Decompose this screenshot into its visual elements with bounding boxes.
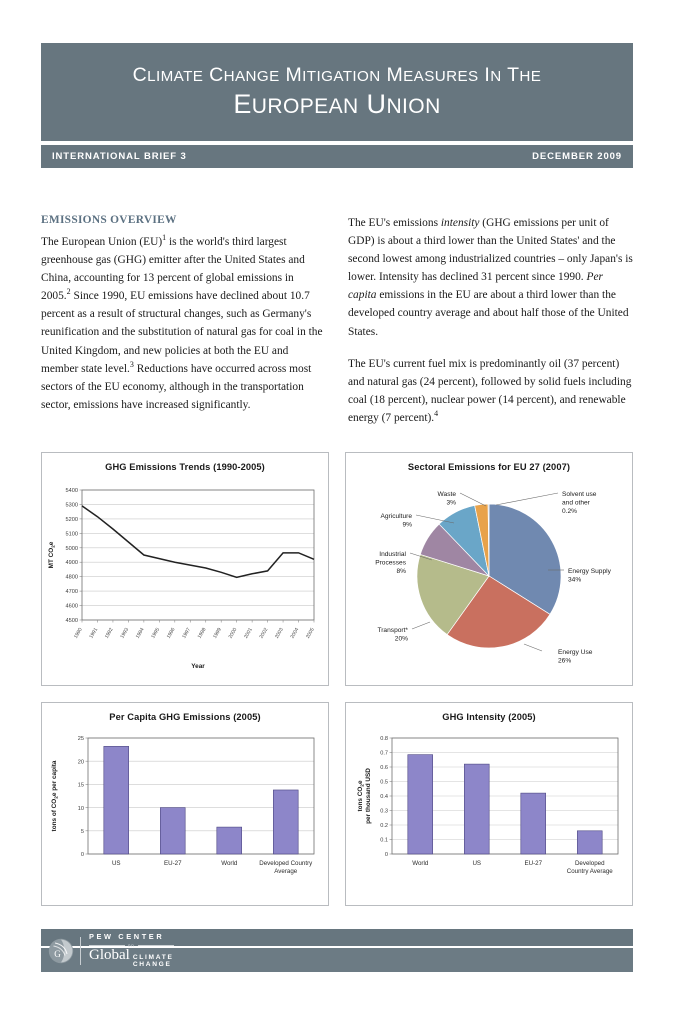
body-columns (41, 214, 633, 441)
logo-rule-left (89, 945, 125, 946)
svg-text:1996: 1996 (165, 627, 177, 640)
svg-text:2003: 2003 (274, 627, 285, 640)
svg-text:20%: 20% (394, 635, 408, 643)
pie-chart-sectoral-emissions (346, 472, 632, 679)
svg-text:1992: 1992 (103, 627, 115, 640)
svg-text:0.7: 0.7 (380, 750, 388, 757)
svg-text:1994: 1994 (134, 627, 146, 640)
svg-text:1995: 1995 (150, 627, 162, 640)
svg-text:1993: 1993 (119, 627, 131, 640)
right-column (348, 214, 633, 441)
svg-text:0.3: 0.3 (380, 808, 388, 815)
svg-text:US: US (111, 860, 121, 867)
svg-text:4600: 4600 (65, 603, 78, 610)
svg-text:8%: 8% (396, 568, 406, 576)
logo-pew-center-text: PEW CENTER (89, 931, 165, 941)
svg-text:and other: and other (562, 499, 590, 507)
svg-text:2002: 2002 (258, 627, 270, 640)
svg-text:25: 25 (77, 736, 84, 743)
svg-text:26%: 26% (558, 657, 572, 665)
svg-text:Agriculture: Agriculture (380, 513, 412, 520)
pew-globe-icon (48, 938, 74, 964)
svg-text:5000: 5000 (65, 545, 78, 552)
svg-text:EU-27: EU-27 (163, 860, 182, 867)
logo-rule-right (138, 945, 174, 946)
svg-text:4900: 4900 (65, 560, 78, 567)
svg-text:4500: 4500 (65, 618, 78, 624)
svg-text:4800: 4800 (65, 574, 78, 581)
svg-text:MT CO2e: MT $CO_2e$ (48, 541, 56, 569)
logo-global-text: Global (89, 946, 130, 963)
chart-panel-sectoral-emissions (345, 452, 633, 686)
svg-text:10: 10 (77, 805, 84, 812)
svg-text:34%: 34% (568, 576, 582, 584)
title-line-2-text: EUROPEAN UNION (233, 88, 441, 119)
svg-text:0.2%: 0.2% (562, 508, 578, 516)
svg-text:0.2: 0.2 (380, 823, 388, 830)
bar-chart-per-capita-emissions (42, 722, 328, 898)
logo-global-climate-change (89, 948, 174, 970)
svg-text:Year: Year (191, 663, 205, 670)
svg-text:Solvent use: Solvent use (562, 491, 597, 498)
emissions-overview-paragraph: The European Union (EU)$^1$ is the world's third largest greenhouse gas (GHG) emitter after the United States and China, accounting for 13 percent of global emissions in 2005.$^2$ Since 1990, EU emissions have declined about 10.7 percent as a result of structural changes, such as Germany's reunification and the substitution of natural gas for coal in the United Kingdom, and new policies at both the EU and member state level.$^3$ Reductions have occurred across most sectors of the EU economy, although in the transportation sector, emissions have increased significantly. (41, 233, 323, 411)
svg-text:1991: 1991 (88, 627, 100, 640)
left-column (41, 214, 326, 441)
chart-panel-ghg-emissions-trends (41, 452, 329, 686)
brief-date-label: DECEMBER 2009 (532, 151, 622, 162)
brief-metadata-bar (41, 145, 633, 168)
svg-text:World: World (221, 860, 238, 867)
logo-wordmark (89, 933, 174, 969)
svg-text:0.4: 0.4 (380, 794, 388, 801)
svg-text:tons CO2eper thousand USD: tons $CO_2eper$ thousand USD (357, 768, 372, 824)
svg-text:1990: 1990 (72, 627, 84, 640)
chart-panel-ghg-intensity (345, 702, 633, 906)
svg-text:EU-27: EU-27 (524, 860, 543, 867)
svg-text:1998: 1998 (196, 627, 208, 640)
svg-text:0.6: 0.6 (380, 765, 388, 772)
svg-text:1997: 1997 (181, 627, 192, 640)
chart-panel-per-capita-emissions (41, 702, 329, 906)
svg-text:G: G (54, 949, 61, 960)
svg-text:Industrial: Industrial (379, 551, 406, 558)
pew-center-logo (48, 931, 248, 971)
svg-text:Developed Country: Developed Country (259, 860, 313, 867)
svg-text:2005: 2005 (304, 627, 316, 640)
svg-text:15: 15 (77, 782, 84, 789)
svg-text:Processes: Processes (375, 559, 406, 567)
svg-text:World: World (412, 860, 429, 867)
page-title: EMISSIONS OVERVIEW (41, 214, 177, 226)
bar-chart-ghg-intensity (346, 722, 632, 898)
svg-text:5200: 5200 (65, 516, 78, 523)
svg-text:5300: 5300 (65, 502, 78, 509)
document-title-line-2 (233, 90, 440, 119)
logo-climate-change-stack (133, 954, 174, 970)
chart-title-sectoral-emissions: Sectoral Emissions for EU 27 (2007) (407, 462, 571, 472)
svg-text:2000: 2000 (227, 627, 239, 640)
svg-text:20: 20 (77, 759, 84, 766)
fuel-mix-paragraph: The EU's current fuel mix is predominantly oil (37 percent) and natural gas (24 percent), followed by solid fuels including coal (18 percent), nuclear power (14 percent), and renewable energy (7 percent).$^4$ (348, 357, 632, 424)
svg-text:US: US (472, 860, 482, 867)
svg-text:3%: 3% (446, 499, 456, 507)
svg-text:Transport*: Transport* (377, 627, 408, 634)
svg-text:0: 0 (80, 852, 84, 859)
svg-text:0: 0 (384, 852, 388, 859)
svg-text:Average: Average (274, 868, 298, 876)
chart-title-ghg-emissions-trends: GHG Emissions Trends (1990-2005) (105, 462, 265, 472)
svg-text:Developed: Developed (574, 860, 605, 867)
svg-text:5400: 5400 (65, 488, 78, 494)
title-line-1-text: CLIMATE CHANGE MITIGATION MEASURES IN THE (132, 63, 542, 86)
brief-number-label: INTERNATIONAL BRIEF 3 (52, 151, 187, 162)
svg-text:5: 5 (80, 829, 84, 835)
svg-text:0.8: 0.8 (380, 736, 388, 743)
document-header-banner (41, 43, 633, 141)
svg-text:9%: 9% (402, 521, 412, 529)
line-chart-ghg-emissions-trends (42, 472, 328, 677)
svg-text:1999: 1999 (212, 627, 223, 640)
svg-text:2004: 2004 (289, 627, 301, 640)
document-title-line-1 (133, 65, 542, 86)
svg-text:tons of CO2e per capita: tons of $CO_2e$ per capita (51, 760, 60, 832)
svg-text:0.5: 0.5 (380, 779, 388, 786)
logo-divider (80, 937, 81, 965)
svg-text:0.1: 0.1 (380, 837, 388, 844)
svg-text:Energy Use: Energy Use (558, 649, 593, 656)
chart-title-ghg-intensity: GHG Intensity (2005) (442, 712, 536, 722)
svg-text:Waste: Waste (437, 491, 456, 498)
chart-title-per-capita-emissions: Per Capita GHG Emissions (2005) (109, 712, 261, 722)
logo-climate-text: CLIMATE (132, 953, 174, 961)
svg-text:5100: 5100 (65, 531, 78, 538)
emissions-intensity-paragraph: The EU's emissions intensity (GHG emissions per unit of GDP) is about a third lower than the United States' and the second lowest among industrialized countries – only Japan's is lower. Intensity has declined 31 percent since 1990. Per capita emissions in the EU are about a third lower than the developed country average and about half those of the United States. (348, 217, 633, 338)
svg-text:Energy Supply: Energy Supply (568, 568, 611, 575)
logo-change-text: CHANGE (132, 961, 172, 969)
svg-text:Country Average: Country Average (566, 868, 613, 876)
svg-text:2001: 2001 (243, 627, 254, 640)
svg-text:4700: 4700 (65, 589, 78, 596)
logo-on-text: on (127, 942, 135, 948)
